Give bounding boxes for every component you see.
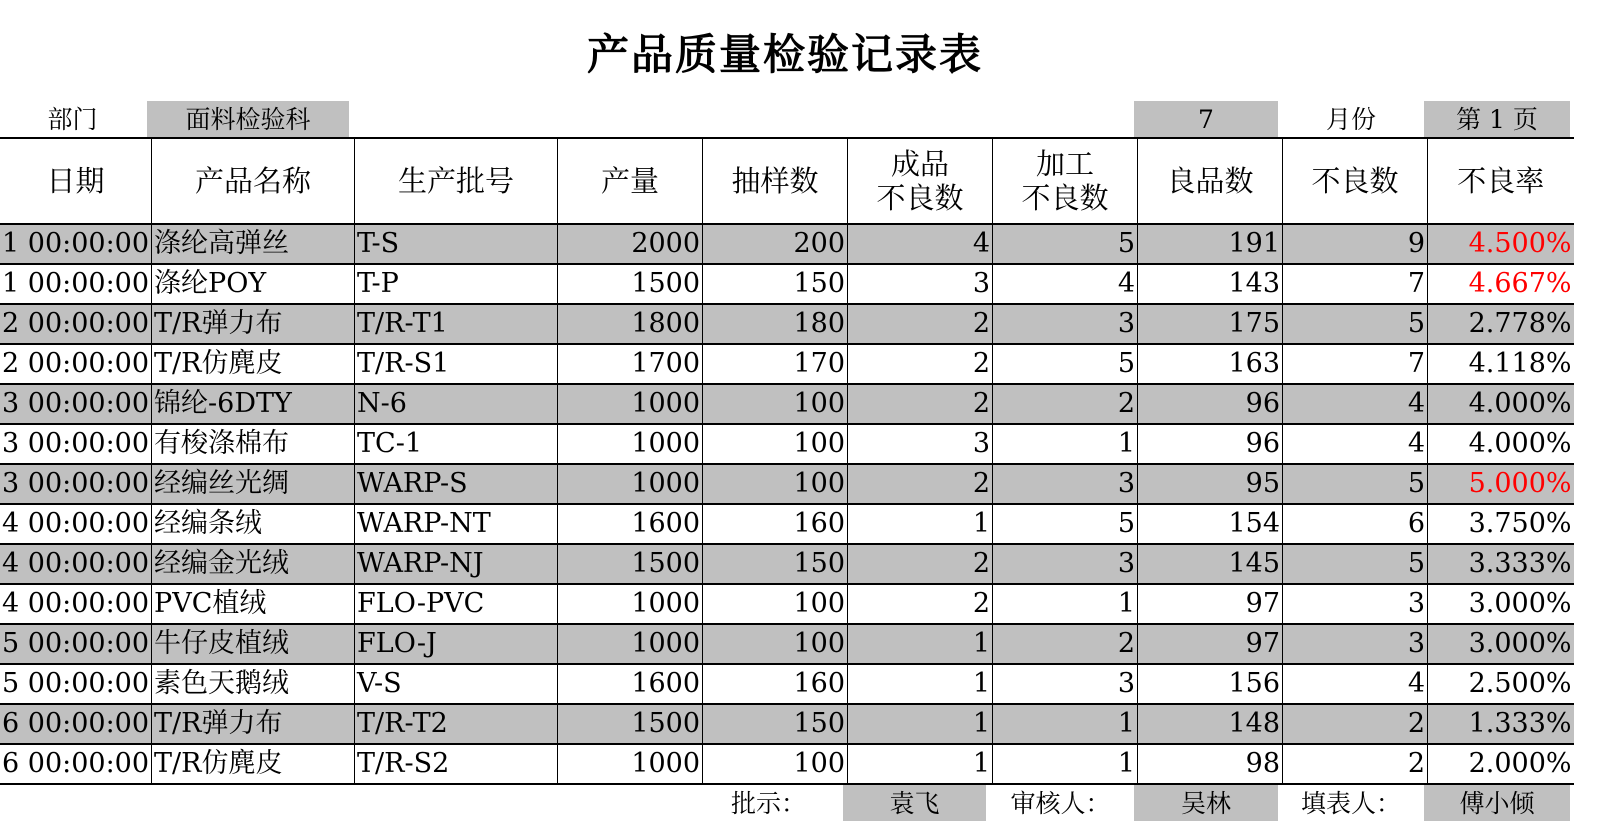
cell-date[interactable] [0,224,152,264]
header-sample-count[interactable]: 抽样数 [703,138,848,224]
table-row [0,464,1574,504]
fill-label [1279,785,1423,821]
cell-date-text: 1 00:00:00 [2,228,150,259]
dept-value-cell[interactable] [147,101,349,137]
table-row [0,584,1574,624]
cell-sample-count[interactable]: 100 [703,624,848,664]
cell-defect-rate[interactable]: 4.000% [1428,384,1574,424]
cell-date[interactable] [0,304,152,344]
cell-finished-defects[interactable]: 1 [848,624,993,664]
cell-date[interactable] [0,504,152,544]
table-row [0,424,1574,464]
page-number-text: 第 1 页 [1456,105,1538,134]
header-batch-number[interactable]: 生产批号 [355,138,558,224]
header-defect-count[interactable]: 不良数 [1283,138,1428,224]
cell-date-text: 3 00:00:00 [2,428,150,459]
cell-defect-count[interactable]: 4 [1283,384,1428,424]
cell-output[interactable]: 1000 [558,384,703,424]
cell-finished-defects[interactable]: 2 [848,304,993,344]
cell-date-text: 6 00:00:00 [2,708,150,739]
cell-good-count[interactable]: 97 [1138,584,1283,624]
cell-finished-defects[interactable]: 3 [848,264,993,304]
cell-batch-number[interactable]: WARP-NJ [355,544,558,584]
cell-defect-count[interactable]: 2 [1283,744,1428,784]
cell-batch-number[interactable]: FLO-J [355,624,558,664]
approve-value-text: 袁飞 [889,789,940,818]
cell-process-defects[interactable]: 5 [993,504,1138,544]
cell-batch-number[interactable]: WARP-S [355,464,558,504]
cell-product-name[interactable]: 经编金光绒 [152,544,355,584]
cell-defect-rate[interactable]: 2.778% [1428,304,1574,344]
cell-date-text: 4 00:00:00 [2,588,150,619]
cell-date-text: 2 00:00:00 [2,348,150,379]
cell-output[interactable]: 1700 [558,344,703,384]
cell-date[interactable] [0,464,152,504]
cell-date[interactable] [0,624,152,664]
dept-label [0,101,145,137]
cell-product-name[interactable]: T/R弹力布 [152,304,355,344]
cell-output[interactable]: 1000 [558,744,703,784]
cell-defect-rate[interactable]: 4.118% [1428,344,1574,384]
cell-output[interactable]: 1600 [558,504,703,544]
cell-process-defects[interactable]: 1 [993,704,1138,744]
cell-defect-rate[interactable]: 4.500% [1428,224,1574,264]
cell-product-name[interactable]: 经编丝光绸 [152,464,355,504]
cell-date[interactable] [0,424,152,464]
cell-process-defects[interactable]: 2 [993,624,1138,664]
cell-process-defects[interactable]: 2 [993,384,1138,424]
cell-sample-count[interactable]: 100 [703,384,848,424]
table-row [0,664,1574,704]
cell-date-text: 5 00:00:00 [2,668,150,699]
cell-batch-number[interactable]: TC-1 [355,424,558,464]
cell-batch-number[interactable]: T/R-S2 [355,744,558,784]
cell-sample-count[interactable]: 100 [703,584,848,624]
header-row [0,138,1574,224]
table-body [0,224,1574,784]
cell-good-count[interactable]: 175 [1138,304,1283,344]
approve-value-cell[interactable] [843,785,986,821]
cell-date-text: 5 00:00:00 [2,628,150,659]
inspection-table [0,137,1574,785]
cell-product-name[interactable]: T/R仿麂皮 [152,744,355,784]
cell-good-count[interactable]: 95 [1138,464,1283,504]
cell-product-name[interactable]: 素色天鹅绒 [152,664,355,704]
cell-sample-count[interactable]: 150 [703,544,848,584]
cell-finished-defects[interactable]: 4 [848,224,993,264]
cell-finished-defects[interactable]: 1 [848,504,993,544]
cell-defect-rate[interactable]: 3.000% [1428,584,1574,624]
cell-output[interactable]: 1000 [558,424,703,464]
cell-defect-count[interactable]: 5 [1283,464,1428,504]
cell-date-text: 3 00:00:00 [2,388,150,419]
cell-good-count[interactable]: 191 [1138,224,1283,264]
fill-label-text: 填表人： [1300,789,1401,818]
cell-output[interactable]: 1000 [558,624,703,664]
cell-output[interactable]: 1000 [558,584,703,624]
cell-finished-defects[interactable]: 2 [848,344,993,384]
cell-output[interactable]: 1000 [558,464,703,504]
cell-product-name[interactable]: 经编条绒 [152,504,355,544]
cell-sample-count[interactable]: 100 [703,744,848,784]
review-value-text: 吴林 [1180,789,1231,818]
page-number-cell[interactable] [1424,101,1570,137]
cell-output[interactable]: 1500 [558,544,703,584]
cell-defect-count[interactable]: 9 [1283,224,1428,264]
cell-batch-number[interactable]: V-S [355,664,558,704]
header-good-count[interactable]: 良品数 [1138,138,1283,224]
cell-date[interactable] [0,584,152,624]
page-title: 产品质量检验记录表 [586,30,983,79]
cell-good-count[interactable]: 98 [1138,744,1283,784]
cell-sample-count[interactable]: 150 [703,704,848,744]
cell-finished-defects[interactable]: 2 [848,544,993,584]
cell-good-count[interactable]: 163 [1138,344,1283,384]
cell-date[interactable] [0,704,152,744]
cell-defect-rate[interactable]: 3.333% [1428,544,1574,584]
cell-defect-rate[interactable]: 5.000% [1428,464,1574,504]
cell-process-defects[interactable]: 3 [993,464,1138,504]
header-output[interactable]: 产量 [558,138,703,224]
header-date[interactable]: 日期 [0,138,152,224]
cell-output[interactable]: 1500 [558,704,703,744]
cell-finished-defects[interactable]: 3 [848,424,993,464]
cell-defect-rate[interactable]: 3.750% [1428,504,1574,544]
cell-sample-count[interactable]: 200 [703,224,848,264]
fill-value-text: 傅小倾 [1459,789,1535,818]
approve-label [696,785,841,821]
cell-defect-rate[interactable]: 2.000% [1428,744,1574,784]
cell-defect-count[interactable]: 4 [1283,664,1428,704]
table-row [0,704,1574,744]
review-label [988,785,1133,821]
cell-defect-count[interactable]: 5 [1283,304,1428,344]
cell-finished-defects[interactable]: 1 [848,664,993,704]
cell-product-name[interactable]: PVC植绒 [152,584,355,624]
cell-product-name[interactable]: 涤纶POY [152,264,355,304]
cell-sample-count[interactable]: 160 [703,504,848,544]
cell-defect-rate[interactable]: 3.000% [1428,624,1574,664]
table-row [0,344,1574,384]
cell-sample-count[interactable]: 160 [703,664,848,704]
cell-good-count[interactable]: 156 [1138,664,1283,704]
cell-date[interactable] [0,744,152,784]
cell-finished-defects[interactable]: 1 [848,704,993,744]
cell-process-defects[interactable]: 3 [993,664,1138,704]
dept-value-text: 面料检验科 [185,105,311,134]
cell-date[interactable] [0,264,152,304]
cell-sample-count[interactable]: 150 [703,264,848,304]
cell-product-name[interactable]: 涤纶高弹丝 [152,224,355,264]
header-product-name[interactable]: 产品名称 [152,138,355,224]
cell-finished-defects[interactable]: 1 [848,744,993,784]
cell-good-count[interactable]: 145 [1138,544,1283,584]
cell-batch-number[interactable]: T/R-T2 [355,704,558,744]
cell-finished-defects[interactable]: 2 [848,384,993,424]
fill-value-cell[interactable] [1424,785,1570,821]
table-row [0,504,1574,544]
cell-finished-defects[interactable]: 2 [848,464,993,504]
cell-good-count[interactable]: 154 [1138,504,1283,544]
header-process-defects[interactable]: 加工 不良数 [993,138,1138,224]
cell-date[interactable] [0,384,152,424]
cell-process-defects[interactable]: 3 [993,544,1138,584]
table-row [0,624,1574,664]
cell-date[interactable] [0,344,152,384]
approve-label-text: 批示： [730,789,806,818]
cell-date-text: 1 00:00:00 [2,268,150,299]
cell-batch-number[interactable]: T/R-T1 [355,304,558,344]
table-row [0,304,1574,344]
cell-defect-count[interactable]: 5 [1283,544,1428,584]
cell-defect-rate[interactable]: 4.667% [1428,264,1574,304]
review-value-cell[interactable] [1134,785,1278,821]
cell-date-text: 4 00:00:00 [2,508,150,539]
header-finished-defects[interactable]: 成品 不良数 [848,138,993,224]
cell-sample-count[interactable]: 170 [703,344,848,384]
month-label [1279,101,1423,137]
cell-defect-count[interactable]: 3 [1283,624,1428,664]
cell-defect-count[interactable]: 6 [1283,504,1428,544]
cell-batch-number[interactable]: T-P [355,264,558,304]
cell-date[interactable] [0,544,152,584]
cell-output[interactable]: 2000 [558,224,703,264]
cell-defect-count[interactable]: 2 [1283,704,1428,744]
table-row [0,224,1574,264]
cell-output[interactable]: 1600 [558,664,703,704]
month-value-text: 7 [1198,105,1214,134]
cell-defect-rate[interactable]: 4.000% [1428,424,1574,464]
cell-process-defects[interactable]: 3 [993,304,1138,344]
cell-process-defects[interactable]: 4 [993,264,1138,304]
cell-defect-count[interactable]: 3 [1283,584,1428,624]
cell-date-text: 2 00:00:00 [2,308,150,339]
table-row [0,384,1574,424]
cell-batch-number[interactable]: N-6 [355,384,558,424]
cell-good-count[interactable]: 96 [1138,424,1283,464]
cell-product-name[interactable]: 有梭涤棉布 [152,424,355,464]
cell-good-count[interactable]: 143 [1138,264,1283,304]
cell-defect-rate[interactable]: 2.500% [1428,664,1574,704]
dept-label-text: 部门 [47,105,98,134]
cell-process-defects[interactable]: 1 [993,744,1138,784]
cell-good-count[interactable]: 96 [1138,384,1283,424]
cell-product-name[interactable]: 锦纶-6DTY [152,384,355,424]
review-label-text: 审核人： [1010,789,1111,818]
cell-product-name[interactable]: 牛仔皮植绒 [152,624,355,664]
cell-product-name[interactable]: T/R仿麂皮 [152,344,355,384]
cell-output[interactable]: 1800 [558,304,703,344]
cell-finished-defects[interactable]: 2 [848,584,993,624]
cell-sample-count[interactable]: 100 [703,424,848,464]
cell-defect-count[interactable]: 7 [1283,344,1428,384]
cell-process-defects[interactable]: 5 [993,224,1138,264]
cell-batch-number[interactable]: WARP-NT [355,504,558,544]
cell-process-defects[interactable]: 1 [993,424,1138,464]
cell-good-count[interactable]: 148 [1138,704,1283,744]
cell-good-count[interactable]: 97 [1138,624,1283,664]
cell-date[interactable] [0,664,152,704]
month-label-text: 月份 [1325,105,1376,134]
cell-process-defects[interactable]: 1 [993,584,1138,624]
table-row [0,544,1574,584]
cell-date-text: 6 00:00:00 [2,748,150,779]
cell-output[interactable]: 1500 [558,264,703,304]
month-value-cell[interactable] [1134,101,1278,137]
cell-defect-rate[interactable]: 1.333% [1428,704,1574,744]
table-row [0,744,1574,784]
cell-date-text: 3 00:00:00 [2,468,150,499]
cell-batch-number[interactable]: FLO-PVC [355,584,558,624]
cell-product-name[interactable]: T/R弹力布 [152,704,355,744]
cell-batch-number[interactable]: T/R-S1 [355,344,558,384]
cell-defect-count[interactable]: 4 [1283,424,1428,464]
table-row [0,264,1574,304]
cell-sample-count[interactable]: 100 [703,464,848,504]
cell-batch-number[interactable]: T-S [355,224,558,264]
header-defect-rate[interactable]: 不良率 [1428,138,1574,224]
cell-process-defects[interactable]: 5 [993,344,1138,384]
cell-sample-count[interactable]: 180 [703,304,848,344]
cell-defect-count[interactable]: 7 [1283,264,1428,304]
cell-date-text: 4 00:00:00 [2,548,150,579]
